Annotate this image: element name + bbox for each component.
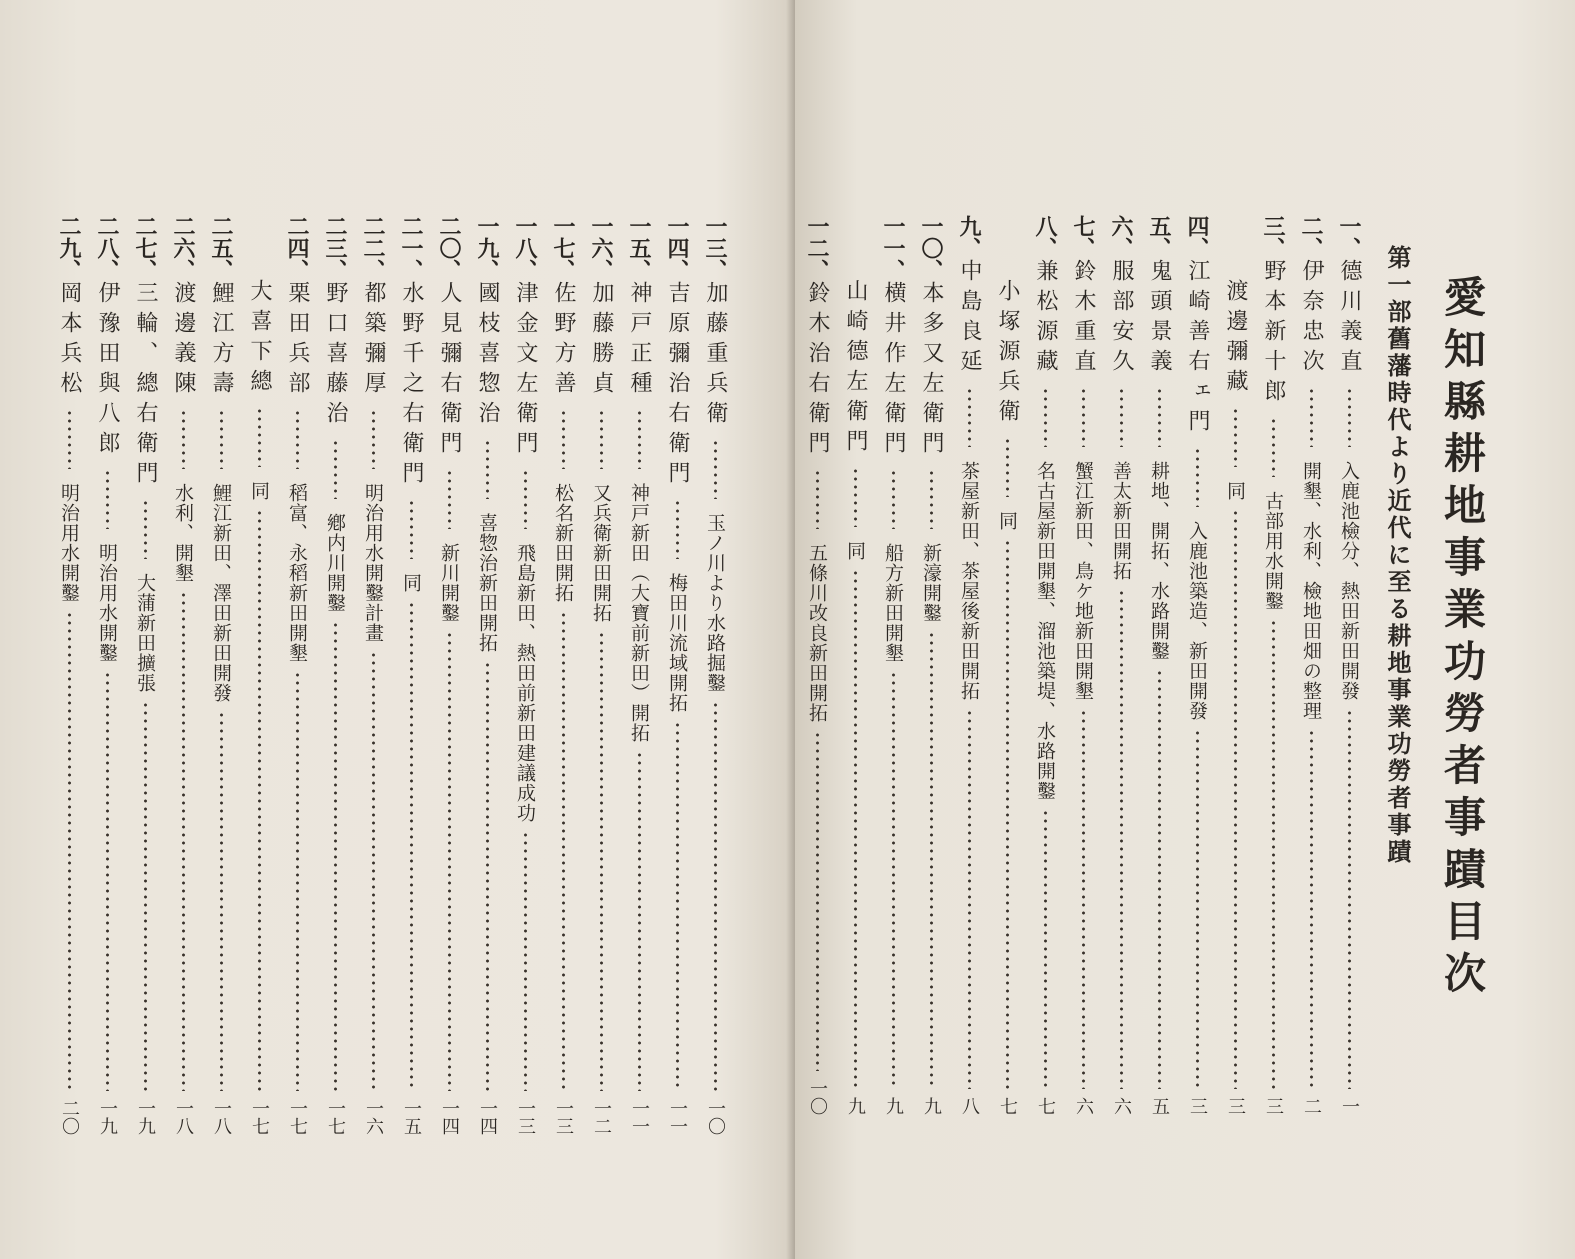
toc-entry bbox=[697, 215, 733, 1135]
entry-name: 小塚源兵衛 bbox=[995, 279, 1020, 429]
entry-name: 神戸正種 bbox=[627, 281, 652, 401]
dot-leader bbox=[1234, 509, 1237, 1089]
entry-page-number: 九 bbox=[921, 1097, 942, 1115]
entry-page-number: 八 bbox=[959, 1097, 980, 1115]
entry-name: 伊奈忠次 bbox=[1299, 259, 1324, 379]
dot-leader bbox=[676, 499, 679, 559]
dot-leader bbox=[1310, 387, 1313, 447]
dot-leader bbox=[1158, 387, 1161, 447]
entry-number: 一九、 bbox=[474, 215, 500, 281]
entry-number: 一、 bbox=[1336, 215, 1362, 259]
entry-page-number: 一三 bbox=[515, 1099, 536, 1135]
entry-description: 水利、開墾 bbox=[172, 483, 194, 583]
entry-number: 二六、 bbox=[170, 215, 196, 281]
entry-page-number: 一八 bbox=[211, 1099, 232, 1135]
entry-page-number: 六 bbox=[1073, 1097, 1094, 1115]
dot-leader bbox=[638, 409, 641, 469]
entry-number: 二九、 bbox=[56, 215, 82, 281]
entry-number: 二八、 bbox=[94, 215, 120, 281]
toc-entry bbox=[203, 215, 239, 1135]
toc-entry bbox=[1179, 215, 1215, 1115]
entry-number: 一三、 bbox=[702, 215, 728, 281]
toc-entry bbox=[913, 215, 949, 1115]
dot-leader bbox=[600, 409, 603, 469]
entry-page-number: 三 bbox=[1225, 1097, 1246, 1115]
dot-leader bbox=[448, 631, 451, 1091]
dot-leader bbox=[182, 591, 185, 1091]
entry-name: 伊豫田與八郎 bbox=[95, 281, 120, 461]
dot-leader bbox=[486, 661, 489, 1091]
entry-description: 梅田川流域開拓 bbox=[666, 573, 688, 713]
toc-entry-heading bbox=[992, 215, 1022, 429]
entry-number: 一〇、 bbox=[918, 215, 944, 281]
entry-name: 津金文左衛門 bbox=[513, 281, 538, 461]
dot-leader bbox=[1196, 447, 1199, 507]
dot-leader bbox=[714, 439, 717, 499]
entry-description: 稻富、永稻新田開墾 bbox=[286, 483, 308, 663]
entry-name: 三輪、總右衛門 bbox=[133, 281, 158, 491]
entry-number: 八、 bbox=[1032, 215, 1058, 259]
dot-leader bbox=[296, 409, 299, 469]
toc-entry bbox=[1255, 215, 1291, 1115]
entry-name: 鈴木重直 bbox=[1071, 259, 1096, 379]
entry-name: 鬼頭景義 bbox=[1147, 259, 1172, 379]
entry-page-number: 一一 bbox=[667, 1099, 688, 1135]
entry-description: 飛島新田、熱田前新田建議成功 bbox=[514, 543, 536, 823]
dot-leader bbox=[68, 611, 71, 1091]
entry-name: 國枝喜惣治 bbox=[475, 281, 500, 431]
entry-number: 二一、 bbox=[398, 215, 424, 281]
toc-entry bbox=[837, 215, 873, 1115]
entry-name: 本多又左衛門 bbox=[919, 281, 944, 461]
toc-entry bbox=[317, 215, 353, 1135]
entry-name: 兼松源藏 bbox=[1033, 259, 1058, 379]
dot-leader bbox=[106, 671, 109, 1091]
toc-entry bbox=[431, 215, 467, 1135]
part-heading-column bbox=[1373, 215, 1421, 1115]
dot-leader bbox=[1158, 669, 1161, 1089]
entry-name: 中島良延 bbox=[957, 259, 982, 379]
toc-entry bbox=[89, 215, 125, 1135]
right-page bbox=[795, 0, 1575, 1259]
toc-entry bbox=[989, 215, 1025, 1115]
toc-entry bbox=[507, 215, 543, 1135]
entry-number: 一二、 bbox=[804, 215, 830, 281]
entry-name: 渡邊義陳 bbox=[171, 281, 196, 401]
entry-description: 大蒲新田擴張 bbox=[134, 573, 156, 693]
entry-name: 岡本兵松 bbox=[57, 281, 82, 401]
toc-entry-heading bbox=[168, 215, 198, 401]
toc-entry bbox=[583, 215, 619, 1135]
dot-leader bbox=[106, 469, 109, 529]
toc-entry-heading bbox=[1334, 215, 1364, 379]
dot-leader bbox=[1044, 809, 1047, 1089]
toc-entry-heading bbox=[282, 215, 312, 401]
entry-description: 蟹江新田、鳥ケ地新田開墾 bbox=[1072, 461, 1094, 701]
dot-leader bbox=[144, 499, 147, 559]
toc-entry-heading bbox=[802, 215, 832, 461]
toc-entry bbox=[1027, 215, 1063, 1115]
entry-page-number: 一〇 bbox=[705, 1099, 726, 1135]
dot-leader bbox=[676, 721, 679, 1091]
entry-number: 二七、 bbox=[132, 215, 158, 281]
dot-leader bbox=[1348, 387, 1351, 447]
entry-description: 開墾、水利、檢地田畑の整理 bbox=[1300, 461, 1322, 721]
dot-leader bbox=[714, 701, 717, 1091]
dot-leader bbox=[638, 751, 641, 1091]
entry-name: 栗田兵部 bbox=[285, 281, 310, 401]
dot-leader bbox=[968, 387, 971, 447]
toc-entry bbox=[469, 215, 505, 1135]
toc-entry-heading bbox=[878, 215, 908, 461]
toc-entry-heading bbox=[130, 215, 160, 491]
entry-description: 明治用水開鑿 bbox=[96, 543, 118, 663]
toc-entry bbox=[799, 215, 835, 1115]
dot-leader bbox=[562, 611, 565, 1091]
entry-description: 耕地、開拓、水路開鑿 bbox=[1148, 461, 1170, 661]
entry-description: 入鹿池檢分、熱田新田開發 bbox=[1338, 461, 1360, 701]
entry-description: 古部用水開鑿 bbox=[1262, 491, 1284, 611]
entry-description: 善太新田開拓 bbox=[1110, 461, 1132, 581]
dot-leader bbox=[1348, 709, 1351, 1089]
dot-leader bbox=[1196, 729, 1199, 1089]
toc-entry bbox=[393, 215, 429, 1135]
entry-description: 五條川改良新田開拓 bbox=[806, 543, 828, 723]
entry-name: 吉原彌治右衛門 bbox=[665, 281, 690, 491]
dot-leader bbox=[524, 831, 527, 1091]
right-toc-columns bbox=[797, 215, 1497, 1115]
entry-description: 同 bbox=[844, 541, 866, 561]
entry-page-number: 七 bbox=[997, 1097, 1018, 1115]
toc-entry bbox=[1217, 215, 1253, 1115]
entry-description: 入鹿池築造、新田開發 bbox=[1186, 521, 1208, 721]
toc-entry-heading bbox=[1258, 215, 1288, 409]
toc-entry-heading bbox=[1220, 215, 1250, 399]
entry-page-number: 一五 bbox=[401, 1099, 422, 1135]
entry-description: 同 bbox=[400, 573, 422, 593]
entry-page-number: 五 bbox=[1149, 1097, 1170, 1115]
dot-leader bbox=[854, 467, 857, 527]
toc-entry-heading bbox=[700, 215, 730, 431]
entry-description: 同 bbox=[996, 511, 1018, 531]
entry-page-number: 二 bbox=[1301, 1097, 1322, 1115]
dot-leader bbox=[562, 409, 565, 469]
entry-page-number: 一九 bbox=[135, 1099, 156, 1135]
toc-entry bbox=[355, 215, 391, 1135]
dot-leader bbox=[524, 469, 527, 529]
toc-entry bbox=[279, 215, 315, 1135]
entry-page-number: 一九 bbox=[97, 1099, 118, 1135]
toc-entry-heading bbox=[916, 215, 946, 461]
entry-number: 一八、 bbox=[512, 215, 538, 281]
toc-entry-heading bbox=[954, 215, 984, 379]
entry-name: 横井作左衛門 bbox=[881, 281, 906, 461]
entry-description: 新濠開鑿 bbox=[920, 543, 942, 623]
entry-name: 佐野方善 bbox=[551, 281, 576, 401]
toc-entry-heading bbox=[1068, 215, 1098, 379]
toc-entry-heading bbox=[662, 215, 692, 491]
entry-number: 二二、 bbox=[360, 215, 386, 281]
entry-name: 鈴木治右衛門 bbox=[805, 281, 830, 461]
entry-number: 六、 bbox=[1108, 215, 1134, 259]
entry-number: 七、 bbox=[1070, 215, 1096, 259]
entry-description: 名古屋新田開墾、溜池築堤、水路開鑿 bbox=[1034, 461, 1056, 801]
entry-description: 明治用水開鑿計畫 bbox=[362, 483, 384, 643]
entry-page-number: 一 bbox=[1339, 1097, 1360, 1115]
dot-leader bbox=[182, 409, 185, 469]
dot-leader bbox=[258, 407, 261, 467]
toc-entry bbox=[621, 215, 657, 1135]
toc-entry bbox=[1141, 215, 1177, 1115]
dot-leader bbox=[1234, 407, 1237, 467]
entry-number: 二、 bbox=[1298, 215, 1324, 259]
entry-description: 同 bbox=[248, 481, 270, 501]
toc-entry bbox=[951, 215, 987, 1115]
entry-number: 一一、 bbox=[880, 215, 906, 281]
entry-name: 山崎德左衛門 bbox=[843, 279, 868, 459]
entry-page-number: 一四 bbox=[477, 1099, 498, 1135]
entry-name: 水野千之右衛門 bbox=[399, 281, 424, 491]
entry-number: 一五、 bbox=[626, 215, 652, 281]
entry-name: 加藤勝貞 bbox=[589, 281, 614, 401]
entry-page-number: 一〇 bbox=[807, 1079, 828, 1115]
dot-leader bbox=[296, 671, 299, 1091]
entry-description: 玉ノ川より水路掘鑿 bbox=[704, 513, 726, 693]
dot-leader bbox=[892, 671, 895, 1089]
entry-number: 二〇、 bbox=[436, 215, 462, 281]
entry-description: 茶屋新田、茶屋後新田開拓 bbox=[958, 461, 980, 701]
toc-entry bbox=[1293, 215, 1329, 1115]
toc-entry-heading bbox=[624, 215, 654, 401]
toc-entry-heading bbox=[54, 215, 84, 401]
toc-entry bbox=[1331, 215, 1367, 1115]
entry-number: 二五、 bbox=[208, 215, 234, 281]
dot-leader bbox=[968, 709, 971, 1089]
entry-description: 喜惣治新田開拓 bbox=[476, 513, 498, 653]
entry-page-number: 一六 bbox=[363, 1099, 384, 1135]
entry-page-number: 一一 bbox=[629, 1099, 650, 1135]
toc-entry-heading bbox=[548, 215, 578, 401]
entry-description: 又兵衛新田開拓 bbox=[590, 483, 612, 623]
dot-leader bbox=[816, 469, 819, 529]
entry-description: 明治用水開鑿 bbox=[58, 483, 80, 603]
dot-leader bbox=[1082, 709, 1085, 1089]
entry-page-number: 六 bbox=[1111, 1097, 1132, 1115]
dot-leader bbox=[334, 621, 337, 1091]
toc-entry-heading bbox=[320, 215, 350, 431]
dot-leader bbox=[144, 701, 147, 1091]
toc-entry-heading bbox=[396, 215, 426, 491]
entry-name: 大喜下總 bbox=[247, 279, 272, 399]
dot-leader bbox=[1272, 417, 1275, 477]
entry-page-number: 二〇 bbox=[59, 1099, 80, 1135]
toc-entry-heading bbox=[1296, 215, 1326, 379]
entry-number: 三、 bbox=[1260, 215, 1286, 259]
entry-page-number: 一四 bbox=[439, 1099, 460, 1135]
dot-leader bbox=[258, 509, 261, 1091]
dot-leader bbox=[486, 439, 489, 499]
toc-entry-heading bbox=[510, 215, 540, 461]
dot-leader bbox=[1082, 387, 1085, 447]
entry-name: 渡邊彌藏 bbox=[1223, 279, 1248, 399]
entry-description: 鯉江新田、澤田新田開發 bbox=[210, 483, 232, 703]
toc-entry-heading bbox=[1182, 215, 1212, 439]
dot-leader bbox=[410, 499, 413, 559]
entry-description: 新川開鑿 bbox=[438, 543, 460, 623]
entry-number: 二三、 bbox=[322, 215, 348, 281]
toc-entry bbox=[545, 215, 581, 1135]
entry-page-number: 三 bbox=[1263, 1097, 1284, 1115]
toc-entry bbox=[165, 215, 201, 1135]
entry-page-number: 一八 bbox=[173, 1099, 194, 1135]
entry-page-number: 三 bbox=[1187, 1097, 1208, 1115]
toc-entry-heading bbox=[472, 215, 502, 431]
part-label: 第一部 bbox=[1383, 245, 1412, 326]
dot-leader bbox=[1006, 539, 1009, 1089]
toc-entry-heading bbox=[1030, 215, 1060, 379]
entry-description: 鄕内川開鑿 bbox=[324, 513, 346, 613]
page-title: 愛知縣耕地事業功勞者事蹟目次 bbox=[1438, 275, 1487, 1003]
toc-entry-heading bbox=[586, 215, 616, 401]
dot-leader bbox=[1006, 437, 1009, 497]
toc-entry bbox=[127, 215, 163, 1135]
entry-description: 船方新田開墾 bbox=[882, 543, 904, 663]
dot-leader bbox=[1272, 619, 1275, 1089]
toc-entry bbox=[1103, 215, 1139, 1115]
part-subtitle: 舊藩時代より近代に至る耕地事業功勞者事蹟 bbox=[1383, 326, 1412, 866]
entry-number: 一四、 bbox=[664, 215, 690, 281]
dot-leader bbox=[372, 651, 375, 1091]
dot-leader bbox=[448, 469, 451, 529]
toc-entry bbox=[875, 215, 911, 1115]
entry-number: 四、 bbox=[1184, 215, 1210, 259]
entry-name: 都築彌厚 bbox=[361, 281, 386, 401]
left-toc-columns bbox=[49, 215, 733, 1135]
dot-leader bbox=[1310, 729, 1313, 1089]
dot-leader bbox=[600, 631, 603, 1091]
dot-leader bbox=[816, 731, 819, 1071]
entry-name: 鯉江方壽 bbox=[209, 281, 234, 401]
toc-entry-heading bbox=[840, 215, 870, 459]
dot-leader bbox=[1044, 387, 1047, 447]
dot-leader bbox=[68, 409, 71, 469]
dot-leader bbox=[220, 711, 223, 1091]
entry-page-number: 九 bbox=[845, 1097, 866, 1115]
entry-description: 神戸新田（大寶前新田）開拓 bbox=[628, 483, 650, 743]
dot-leader bbox=[1120, 589, 1123, 1089]
entry-number: 五、 bbox=[1146, 215, 1172, 259]
entry-page-number: 一七 bbox=[287, 1099, 308, 1135]
toc-entry bbox=[1065, 215, 1101, 1115]
entry-number: 九、 bbox=[956, 215, 982, 259]
toc-entry bbox=[51, 215, 87, 1135]
toc-entry-heading bbox=[92, 215, 122, 461]
dot-leader bbox=[892, 469, 895, 529]
entry-page-number: 一三 bbox=[553, 1099, 574, 1135]
entry-name: 加藤重兵衛 bbox=[703, 281, 728, 431]
toc-title-column bbox=[1427, 215, 1497, 1115]
entry-name: 江崎善右ェ門 bbox=[1185, 259, 1210, 439]
entry-page-number: 一七 bbox=[249, 1099, 270, 1135]
entry-name: 服部安久 bbox=[1109, 259, 1134, 379]
toc-entry-heading bbox=[1106, 215, 1136, 379]
entry-page-number: 一七 bbox=[325, 1099, 346, 1135]
dot-leader bbox=[930, 469, 933, 529]
entry-number: 二四、 bbox=[284, 215, 310, 281]
entry-page-number: 九 bbox=[883, 1097, 904, 1115]
dot-leader bbox=[930, 631, 933, 1089]
toc-entry-heading bbox=[434, 215, 464, 461]
toc-entry-heading bbox=[1144, 215, 1174, 379]
toc-entry bbox=[659, 215, 695, 1135]
dot-leader bbox=[220, 409, 223, 469]
toc-entry-heading bbox=[206, 215, 236, 401]
entry-name: 人見彌右衛門 bbox=[437, 281, 462, 461]
dot-leader bbox=[410, 601, 413, 1091]
entry-page-number: 一二 bbox=[591, 1099, 612, 1135]
toc-entry-heading bbox=[244, 215, 274, 399]
dot-leader bbox=[854, 569, 857, 1089]
dot-leader bbox=[372, 409, 375, 469]
dot-leader bbox=[1120, 387, 1123, 447]
entry-name: 德川義直 bbox=[1337, 259, 1362, 379]
entry-number: 一六、 bbox=[588, 215, 614, 281]
entry-description: 同 bbox=[1224, 481, 1246, 501]
entry-number: 一七、 bbox=[550, 215, 576, 281]
entry-description: 松名新田開拓 bbox=[552, 483, 574, 603]
toc-entry bbox=[241, 215, 277, 1135]
toc-entry-heading bbox=[358, 215, 388, 401]
entry-page-number: 七 bbox=[1035, 1097, 1056, 1115]
entry-name: 野本新十郎 bbox=[1261, 259, 1286, 409]
dot-leader bbox=[334, 439, 337, 499]
entry-name: 野口喜藤治 bbox=[323, 281, 348, 431]
